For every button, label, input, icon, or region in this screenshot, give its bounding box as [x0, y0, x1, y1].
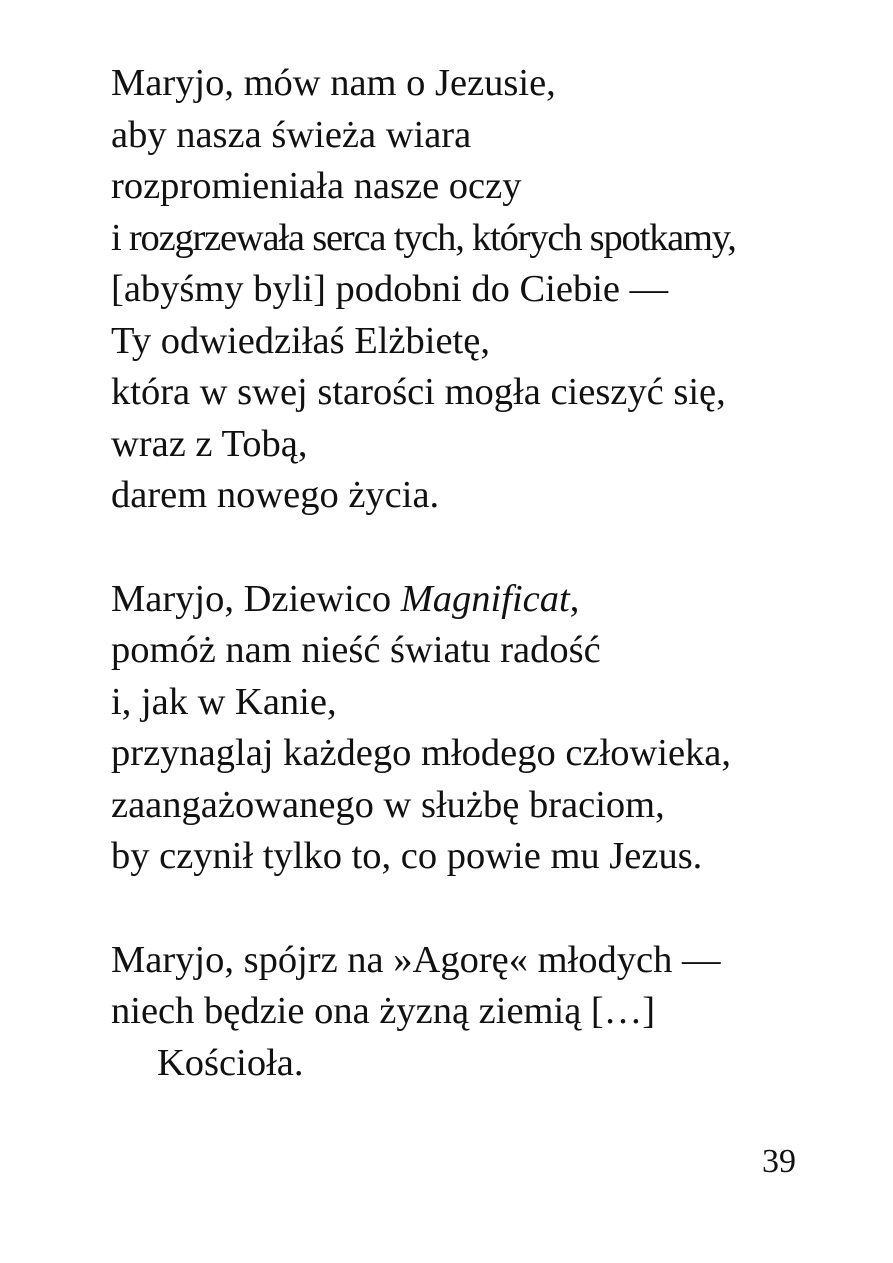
poem-line: i rozgrzewała serca tych, których spotkamy,	[111, 216, 736, 259]
poem-line: Ty odwiedziłaś Elżbietę,	[111, 319, 490, 362]
poem-line: wraz z Tobą,	[111, 422, 308, 465]
poem-line: by czynił tylko to, co powie mu Jezus.	[111, 835, 703, 877]
poem-line: darem nowego życia.	[111, 474, 440, 516]
stanza-2	[111, 574, 831, 883]
poem-text	[111, 58, 831, 1089]
poem-line: rozpromieniała nasze oczy	[111, 165, 522, 207]
poem-line: i, jak w Kanie,	[111, 680, 337, 723]
poem-line: Maryjo, Dziewico Magnificat,	[111, 577, 580, 620]
poem-line: Maryjo, spójrz na »Agorę« młodych —	[111, 938, 721, 981]
poem-line: przynaglaj każdego młodego człowieka,	[111, 732, 732, 774]
italic-term: Magnificat	[400, 577, 570, 620]
poem-line: która w swej starości mogła cieszyć się,	[111, 371, 726, 413]
poem-line: zaangażowanego w służbę braciom,	[111, 783, 665, 826]
poem-line: [abyśmy byli] podobni do Ciebie —	[111, 268, 669, 310]
stanza-3	[111, 935, 831, 1090]
poem-line: aby nasza świeża wiara	[111, 113, 472, 156]
poem-line: Kościoła.	[157, 1041, 304, 1084]
poem-line: Maryjo, mów nam o Jezusie,	[111, 62, 556, 104]
poem-line: niech będzie ona żyzną ziemią […]	[111, 990, 656, 1032]
stanza-1	[111, 58, 831, 522]
page-number: 39	[762, 1143, 796, 1180]
poem-line: pomóż nam nieść światu radość	[111, 629, 601, 671]
